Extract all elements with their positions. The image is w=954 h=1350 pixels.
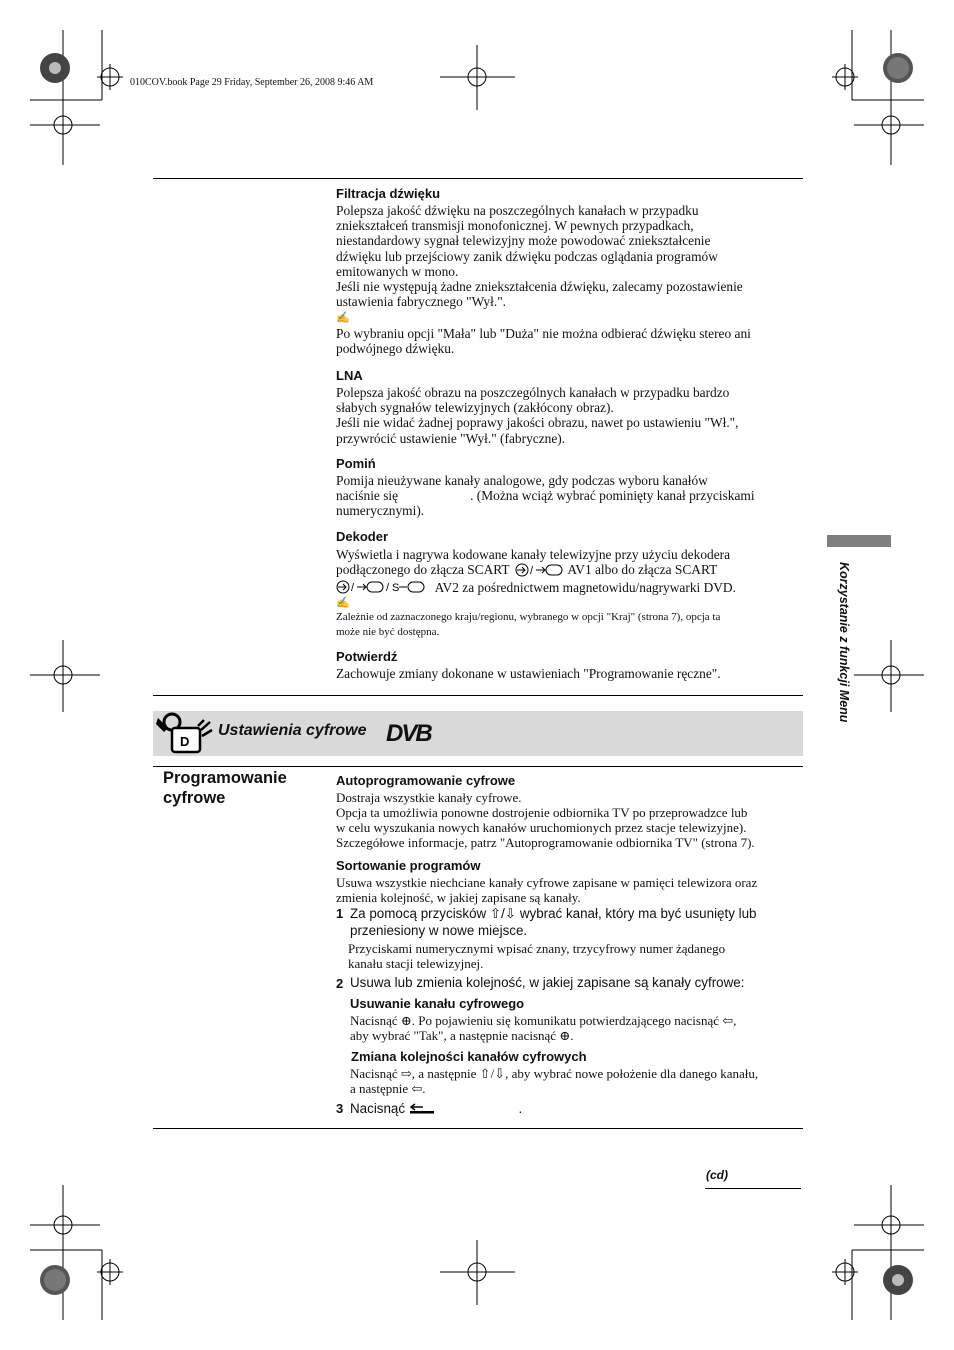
continued-marker: (cd) bbox=[706, 1168, 728, 1182]
auto-title: Autoprogramowanie cyfrowe bbox=[336, 773, 516, 788]
potwierdz-body: Zachowuje zmiany dokonane w ustawieniach "Programowanie ręczne". bbox=[336, 666, 721, 681]
svg-text:/: / bbox=[386, 582, 390, 595]
svg-text:/: / bbox=[529, 564, 533, 577]
dekoder-body: Wyświetla i nagrywa kodowane kanały telewizyjne przy użyciu dekodera podłączonego do złącza SCART / AV1 albo do złącza SCART / / S AV2 za pośrednictwem magnetowidu/nagrywarki DVD. bbox=[336, 547, 802, 597]
up-down-arrows-icon: ⇧/⇩ bbox=[489, 906, 517, 921]
scart-input-icon bbox=[513, 563, 565, 580]
enter-button-icon: ⊕ bbox=[559, 1028, 571, 1043]
delete-channel-title: Usuwanie kanału cyfrowego bbox=[350, 996, 525, 1011]
chapter-tab bbox=[827, 535, 891, 547]
auto-body: Dostraja wszystkie kanały cyfrowe. Opcja ta umożliwia ponowne dostrojenie odbiornika TV po przeprowadzce lub w celu wyszukania nowych kanałów uruchomionych przez stacje telewizyjne). Szczegółowe informacje, patrz "Autoprogramowanie odbiornika TV" (strona 7). bbox=[336, 790, 755, 850]
left-arrow-icon: ⇦ bbox=[411, 1081, 423, 1096]
potwierdz-title: Potwierdź bbox=[336, 649, 398, 664]
step-3-number: 3 bbox=[336, 1101, 344, 1116]
digital-settings-icon bbox=[154, 712, 216, 761]
step-2-number: 2 bbox=[336, 976, 344, 991]
step-1-subtext: Przyciskami numerycznymi wpisać znany, trzycyfrowy numer żądanego kanału stacji telewizyjnej. bbox=[348, 941, 726, 971]
delete-channel-body: Nacisnąć ⊕. Po pojawieniu się komunikatu potwierdzającego nacisnąć ⇦, aby wybrać "Tak", a następnie nacisnąć ⊕. bbox=[350, 1013, 737, 1043]
dvb-logo: DVB bbox=[386, 720, 431, 747]
svg-text:/: / bbox=[351, 582, 355, 595]
up-down-arrows-icon: ⇧/⇩ bbox=[479, 1066, 506, 1081]
step-3-text: Nacisnąć . bbox=[350, 1101, 523, 1116]
dekoder-title: Dekoder bbox=[336, 529, 389, 544]
bottom-rule bbox=[153, 1128, 803, 1129]
chapter-side-label: Korzystanie z funkcji Menu bbox=[837, 562, 851, 723]
section-rule bbox=[153, 695, 803, 696]
pomin-body: Pomija nieużywane kanały analogowe, gdy podczas wyboru kanałów naciśnie się . (Można wciąż wybrać pominięty kanał przyciskami numerycznymi). bbox=[336, 473, 755, 519]
file-header: 010COV.book Page 29 Friday, September 26, 2008 9:46 AM bbox=[130, 77, 374, 88]
filtracja-body: Polepsza jakość dźwięku na poszczególnych kanałach w przypadku zniekształceń transmisji monofonicznej. W pewnych przypadkach, niestandardowy sygnał telewizyjny może powodować zniekształcenie dźwięku lub przejściowy zanik dźwięku podczas oglądania programów emitowanych w mono. Jeśli nie występują żadne zniekształcenia dźwięku, zalecamy pozostawienie ustawienia fabrycznego "Wył.". bbox=[336, 203, 743, 310]
step-2-text: Usuwa lub zmienia kolejność, w jakiej zapisane są kanały cyfrowe: bbox=[350, 975, 745, 990]
return-button-icon bbox=[409, 1101, 435, 1118]
top-rule bbox=[153, 178, 803, 179]
dekoder-note: Zależnie od zaznaczonego kraju/regionu, wybranego w opcji "Kraj" (strona 7), opcja ta może nie być dostępna. bbox=[336, 611, 721, 638]
programowanie-cyfrowe-heading: Programowanie cyfrowe bbox=[163, 769, 287, 807]
step-1-number: 1 bbox=[336, 906, 344, 921]
note-pencil-icon: ✍ bbox=[336, 312, 350, 324]
filtracja-title: Filtracja dźwięku bbox=[336, 186, 441, 201]
note-pencil-icon: ✍ bbox=[336, 597, 350, 609]
reorder-channel-body: Nacisnąć ⇨, a następnie ⇧/⇩, aby wybrać nowe położenie dla danego kanału, a następnie ⇦. bbox=[350, 1066, 759, 1096]
svg-text:S: S bbox=[392, 582, 400, 595]
left-arrow-icon: ⇦ bbox=[722, 1013, 734, 1028]
lna-title: LNA bbox=[336, 368, 363, 383]
banner-bottom-rule bbox=[153, 766, 803, 767]
sort-body: Usuwa wszystkie niechciane kanały cyfrowe zapisane w pamięci telewizora oraz zmienia kolejność, w jakiej zapisane są kanały. bbox=[336, 875, 758, 905]
filtracja-note: Po wybraniu opcji "Mała" lub "Duża" nie można odbierać dźwięku stereo ani podwójnego dźwięku. bbox=[336, 326, 751, 357]
scart-output-icon bbox=[336, 580, 432, 597]
pomin-title: Pomiń bbox=[336, 456, 376, 471]
enter-button-icon: ⊕ bbox=[400, 1013, 412, 1028]
sort-title: Sortowanie programów bbox=[336, 858, 481, 873]
step-1-text: Za pomocą przycisków ⇧/⇩ wybrać kanał, który ma być usunięty lub przeniesiony w nowe miejsce. bbox=[350, 906, 757, 938]
reorder-channel-title: Zmiana kolejności kanałów cyfrowych bbox=[351, 1049, 587, 1064]
banner-title: Ustawienia cyfrowe bbox=[218, 722, 367, 739]
continued-rule bbox=[705, 1188, 801, 1189]
svg-text:D: D bbox=[180, 734, 190, 749]
lna-body: Polepsza jakość obrazu na poszczególnych kanałach w przypadku bardzo słabych sygnałów telewizyjnych (zakłócony obraz). Jeśli nie widać żadnej poprawy jakości obrazu, nawet po ustawieniu "Wł.", przywrócić ustawienie "Wył." (fabryczne). bbox=[336, 385, 739, 446]
right-arrow-icon: ⇨ bbox=[400, 1066, 412, 1081]
